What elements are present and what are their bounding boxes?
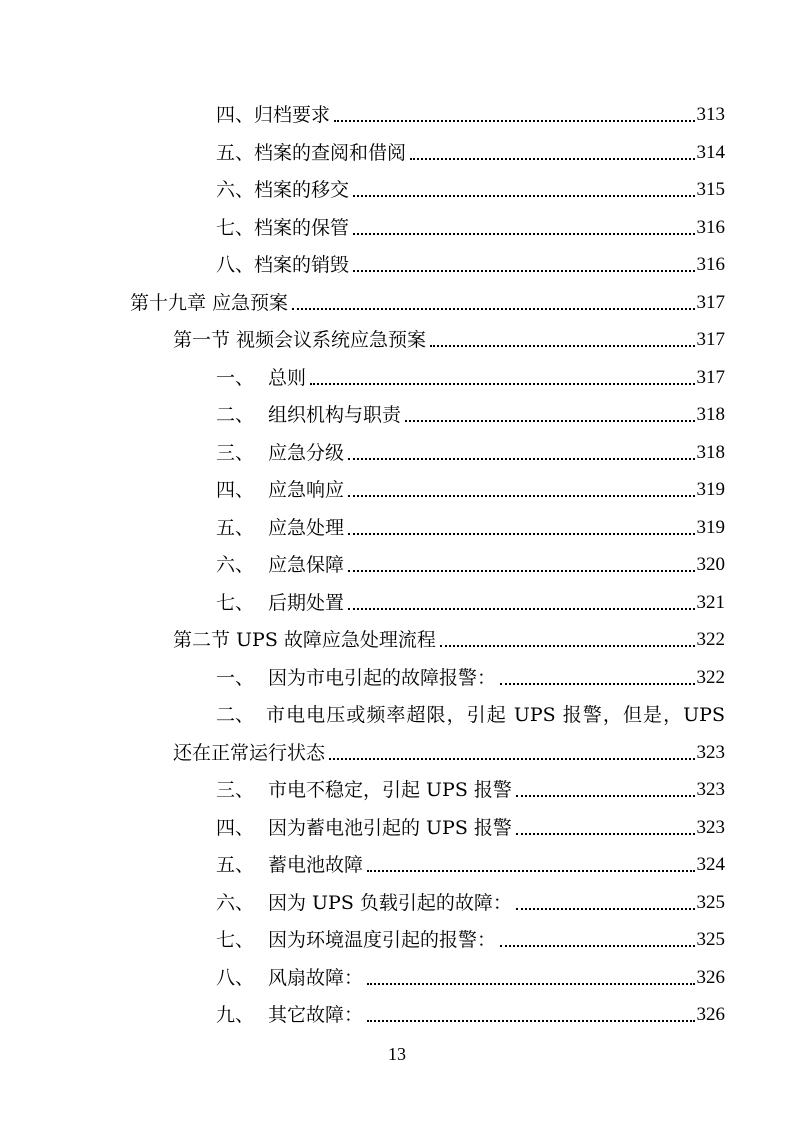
toc-entry-number: 一、 <box>216 667 255 689</box>
toc-entry-number: 九、 <box>216 1004 255 1026</box>
toc-entry-title: 第二节 UPS 故障应急处理流程 <box>173 629 436 651</box>
toc-entry-number: 六、 <box>216 892 255 914</box>
dot-leader <box>353 194 694 197</box>
toc-entry-page: 318 <box>696 404 725 425</box>
toc-entry-title: 后期处置 <box>268 592 345 614</box>
toc-entry[interactable] <box>216 661 725 691</box>
toc-entry-title: 其它故障： <box>268 1004 364 1026</box>
toc-entry-number: 四、 <box>216 479 255 501</box>
dot-leader <box>348 457 694 460</box>
dot-leader <box>440 644 695 647</box>
toc-entry[interactable] <box>216 586 725 616</box>
toc-entry-title: 四、归档要求 <box>216 104 331 126</box>
toc-entry-title: 应急保障 <box>268 554 345 576</box>
toc-entry[interactable] <box>216 98 725 128</box>
toc-entry-number: 二、 <box>216 404 255 426</box>
dot-leader <box>405 419 694 422</box>
dot-leader <box>348 569 694 572</box>
toc-entry-number: 六、 <box>216 554 255 576</box>
dot-leader <box>310 382 694 385</box>
toc-entry-title: 第一节 视频会议系统应急预案 <box>173 329 427 351</box>
toc-entry[interactable] <box>216 398 725 428</box>
dot-leader <box>348 607 694 610</box>
toc-entry-page: 315 <box>696 179 725 200</box>
dot-leader <box>353 232 694 235</box>
toc-entry-number: 七、 <box>216 929 255 951</box>
toc-entry[interactable] <box>216 811 725 841</box>
toc-entry[interactable] <box>216 473 725 503</box>
dot-leader <box>334 119 694 122</box>
toc-entry-title: 七、档案的保管 <box>216 217 350 239</box>
toc-entry[interactable] <box>216 211 725 241</box>
toc-entry-page: 325 <box>696 892 725 913</box>
page-number: 13 <box>388 1044 406 1064</box>
toc-entry-page: 317 <box>696 329 725 350</box>
toc-entry-title: 应急处理 <box>268 517 345 539</box>
toc-entry[interactable] <box>216 436 725 466</box>
toc-entry-title: 第十九章 应急预案 <box>130 292 289 314</box>
toc-entry-title: 因为蓄电池引起的 UPS 报警 <box>268 817 512 839</box>
toc-entry-number: 五、 <box>216 517 255 539</box>
toc-entry[interactable] <box>216 773 725 803</box>
toc-chapter-entry[interactable] <box>130 286 725 316</box>
toc-entry-title: 六、档案的移交 <box>216 179 350 201</box>
toc-entry-page: 320 <box>696 554 725 575</box>
toc-entry[interactable] <box>216 511 725 541</box>
toc-entry-number: 三、 <box>216 442 255 464</box>
dot-leader <box>500 682 694 685</box>
toc-entry[interactable] <box>216 248 725 278</box>
toc-entry-title: 蓄电池故障 <box>268 854 364 876</box>
dot-leader <box>367 982 694 985</box>
toc-entry-number: 三、 <box>216 779 255 801</box>
toc-entry-title: 因为市电引起的故障报警： <box>268 667 497 689</box>
dot-leader <box>353 269 694 272</box>
dot-leader <box>410 157 694 160</box>
toc-entry-title: 组织机构与职责 <box>268 404 402 426</box>
toc-section-entry[interactable] <box>173 323 725 353</box>
toc-entry-page: 322 <box>696 629 725 650</box>
dot-leader <box>516 907 695 910</box>
dot-leader <box>430 344 694 347</box>
toc-entry-number: 七、 <box>216 592 255 614</box>
toc-entry-title: 应急分级 <box>268 442 345 464</box>
toc-entry-title: 风扇故障： <box>268 967 364 989</box>
dot-leader <box>500 944 694 947</box>
toc-entry-title: 市电不稳定，引起 UPS 报警 <box>268 779 512 801</box>
toc-entry-page: 322 <box>696 667 725 688</box>
dot-leader <box>348 494 694 497</box>
toc-entry-page: 323 <box>696 779 725 800</box>
toc-entry[interactable] <box>216 998 725 1028</box>
toc-entry-number: 四、 <box>216 817 255 839</box>
dot-leader <box>516 832 695 835</box>
dot-leader <box>367 869 694 872</box>
toc-entry[interactable] <box>216 136 725 166</box>
toc-entry-page: 325 <box>696 929 725 950</box>
dot-leader <box>367 1019 694 1022</box>
toc-entry-title-continuation: 还在正常运行状态 <box>173 742 326 764</box>
toc-entry[interactable] <box>216 923 725 953</box>
toc-entry-page: 326 <box>696 1004 725 1025</box>
toc-entry[interactable] <box>216 548 725 578</box>
toc-entry[interactable] <box>216 961 725 991</box>
dot-leader <box>329 757 694 760</box>
toc-entry-number: 八、 <box>216 967 255 989</box>
toc-entry-page: 324 <box>696 854 725 875</box>
toc-entry-continuation[interactable] <box>173 736 725 766</box>
toc-entry-title: 应急响应 <box>268 479 345 501</box>
toc-entry-title: 因为环境温度引起的报警： <box>268 929 497 951</box>
toc-entry-title: 八、档案的销毁 <box>216 254 350 276</box>
toc-entry-title: 五、档案的查阅和借阅 <box>216 142 407 164</box>
toc-entry-number: 五、 <box>216 854 255 876</box>
toc-entry-page: 323 <box>696 817 725 838</box>
dot-leader <box>348 532 694 535</box>
toc-entry-title: 市电电压或频率超限，引起 UPS 报警，但是，UPS <box>266 704 725 726</box>
toc-entry-number: 一、 <box>216 367 255 389</box>
toc-entry-page: 321 <box>696 592 725 613</box>
toc-entry[interactable] <box>216 173 725 203</box>
toc-entry-page: 318 <box>696 442 725 463</box>
toc-section-entry[interactable] <box>173 623 725 653</box>
toc-entry[interactable] <box>216 848 725 878</box>
dot-leader <box>292 307 694 310</box>
toc-entry-page: 313 <box>696 104 725 125</box>
dot-leader <box>516 794 695 797</box>
toc-entry-page: 319 <box>696 517 725 538</box>
toc-entry-page: 314 <box>696 142 725 163</box>
toc-entry-page: 316 <box>696 217 725 238</box>
toc-entry-title: 总则 <box>268 367 307 389</box>
toc-entry-title: 因为 UPS 负载引起的故障： <box>268 892 512 914</box>
toc-entry-page: 323 <box>696 742 725 763</box>
toc-entry[interactable] <box>216 361 725 391</box>
toc-entry-page: 317 <box>696 292 725 313</box>
toc-entry-page: 319 <box>696 479 725 500</box>
toc-entry-page: 317 <box>696 367 725 388</box>
toc-entry-page: 326 <box>696 967 725 988</box>
toc-entry-wrapped-first-line[interactable] <box>216 698 725 728</box>
toc-entry[interactable] <box>216 886 725 916</box>
toc-entry-number: 二、 <box>216 704 255 726</box>
toc-entry-page: 316 <box>696 254 725 275</box>
